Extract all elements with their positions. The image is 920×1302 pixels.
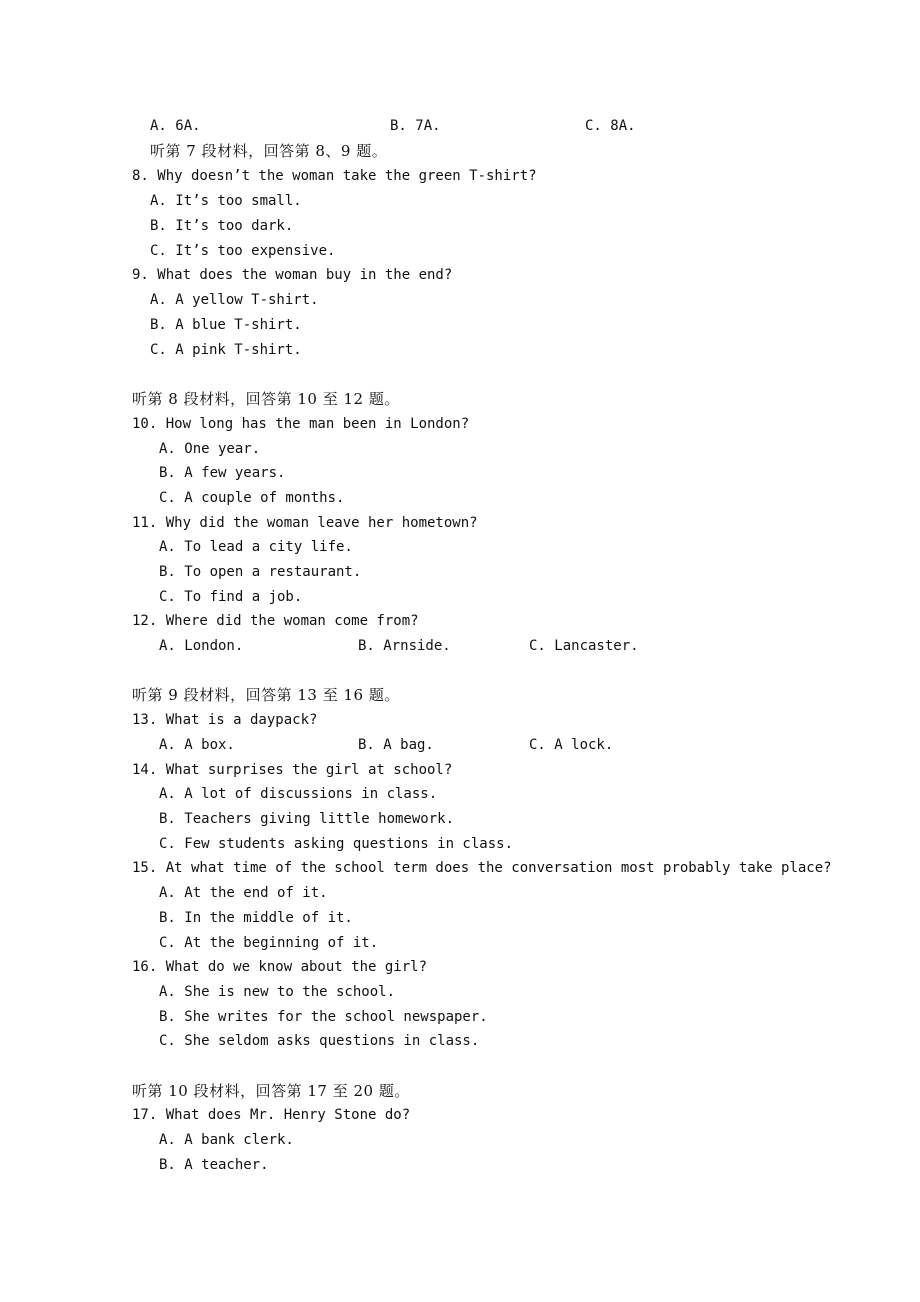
q15-option-c: C. At the beginning of it.: [159, 935, 379, 951]
q13-option-a: A. A box.: [159, 737, 235, 753]
q11-question: 11. Why did the woman leave her hometown?: [132, 515, 478, 531]
q15-question: 15. At what time of the school term does the conversation most probably take place?: [132, 860, 832, 876]
q17-option-b: B. A teacher.: [159, 1157, 269, 1173]
q14-option-c: C. Few students asking questions in class.: [159, 836, 514, 852]
q8-question: 8. Why doesn’t the woman take the green T-shirt?: [132, 168, 537, 184]
q12-question: 12. Where did the woman come from?: [132, 613, 419, 629]
section-7-heading: 听第 7 段材料，回答第 8、9 题。: [150, 142, 388, 160]
q10-question: 10. How long has the man been in London?: [132, 416, 470, 432]
q14-option-a: A. A lot of discussions in class.: [159, 786, 438, 802]
q14-question: 14. What surprises the girl at school?: [132, 762, 453, 778]
q12-option-b: B. Arnside.: [358, 638, 451, 654]
section-9-heading: 听第 9 段材料，回答第 13 至 16 题。: [132, 686, 400, 704]
section-10-heading: 听第 10 段材料，回答第 17 至 20 题。: [132, 1082, 410, 1100]
q16-option-a: A. She is new to the school.: [159, 984, 396, 1000]
q7-option-a: A. 6A.: [150, 118, 201, 134]
q16-option-c: C. She seldom asks questions in class.: [159, 1033, 480, 1049]
q9-question: 9. What does the woman buy in the end?: [132, 267, 453, 283]
q9-option-b: B. A blue T-shirt.: [150, 317, 302, 333]
q10-option-b: B. A few years.: [159, 465, 286, 481]
q11-option-a: A. To lead a city life.: [159, 539, 353, 555]
q12-option-c: C. Lancaster.: [529, 638, 639, 654]
q11-option-c: C. To find a job.: [159, 589, 303, 605]
q8-option-c: C. It’s too expensive.: [150, 243, 336, 259]
q8-option-b: B. It’s too dark.: [150, 218, 294, 234]
q7-option-c: C. 8A.: [585, 118, 636, 134]
q13-option-c: C. A lock.: [529, 737, 614, 753]
section-8-heading: 听第 8 段材料，回答第 10 至 12 题。: [132, 390, 400, 408]
q8-option-a: A. It’s too small.: [150, 193, 302, 209]
q16-question: 16. What do we know about the girl?: [132, 959, 428, 975]
q14-option-b: B. Teachers giving little homework.: [159, 811, 455, 827]
q10-option-c: C. A couple of months.: [159, 490, 345, 506]
q13-option-b: B. A bag.: [358, 737, 434, 753]
q13-question: 13. What is a daypack?: [132, 712, 318, 728]
q11-option-b: B. To open a restaurant.: [159, 564, 362, 580]
q7-option-b: B. 7A.: [390, 118, 441, 134]
q12-option-a: A. London.: [159, 638, 244, 654]
q10-option-a: A. One year.: [159, 441, 261, 457]
q9-option-c: C. A pink T-shirt.: [150, 342, 302, 358]
q17-option-a: A. A bank clerk.: [159, 1132, 294, 1148]
q9-option-a: A. A yellow T-shirt.: [150, 292, 319, 308]
q16-option-b: B. She writes for the school newspaper.: [159, 1009, 488, 1025]
q15-option-b: B. In the middle of it.: [159, 910, 353, 926]
q17-question: 17. What does Mr. Henry Stone do?: [132, 1107, 411, 1123]
q15-option-a: A. At the end of it.: [159, 885, 328, 901]
